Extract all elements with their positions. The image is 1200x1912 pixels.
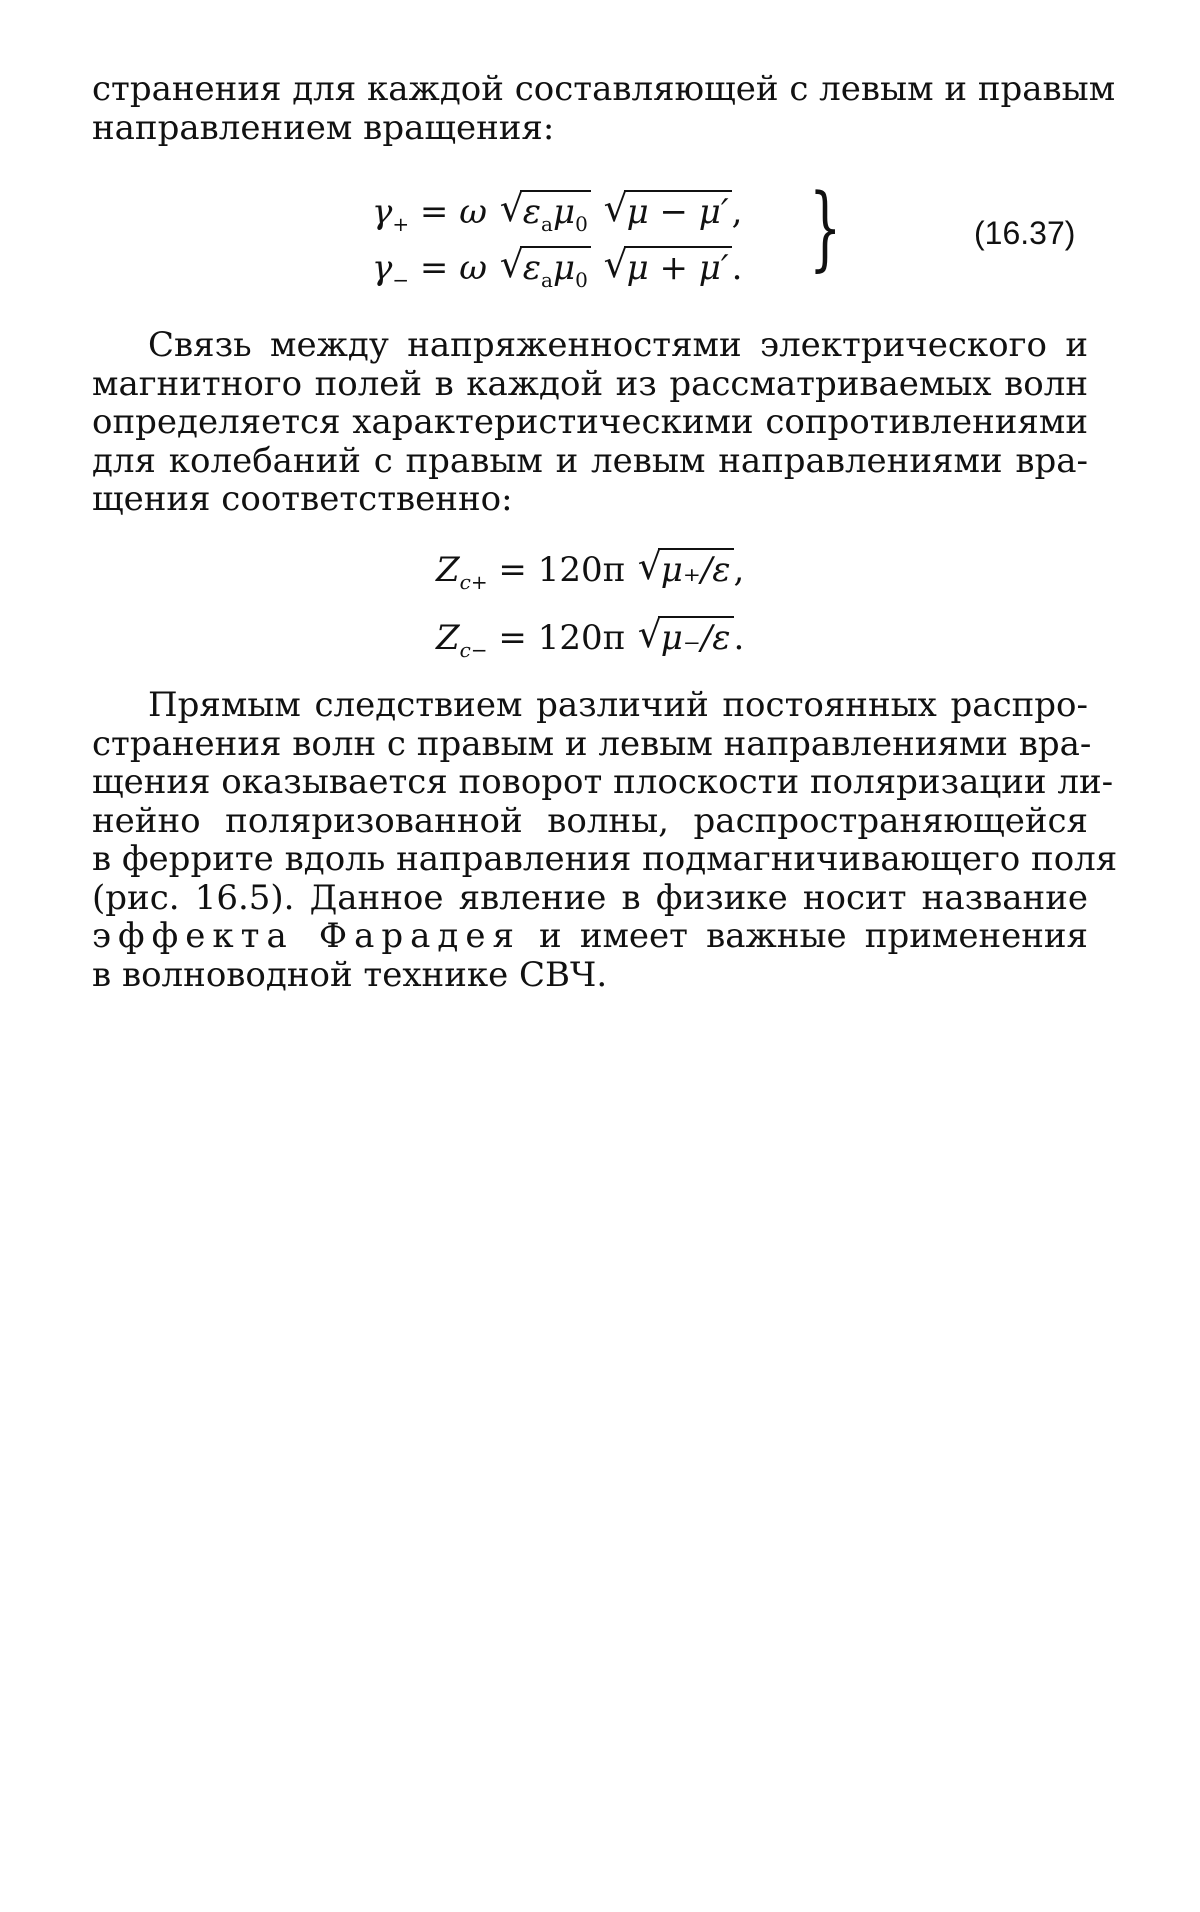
sqrt-mu-sum: √ μ + μ′ — [604, 246, 732, 288]
formula-z-minus: $Z_{c-} = 120\pi$ √ μ₋/ε. — [436, 612, 745, 662]
subscript: + — [392, 212, 410, 236]
text-line: в волноводной технике СВЧ. — [92, 954, 608, 995]
gamma-symbol: γ — [372, 248, 393, 288]
text-line: (рис. 16.5). Данное явление в физике носит название — [92, 877, 1088, 918]
z-symbol: Z — [436, 550, 460, 590]
paragraph-1 — [92, 69, 1116, 148]
text-line: для колебаний с правым и левым направлениями вра- — [92, 440, 1088, 481]
gamma-symbol: γ — [372, 192, 393, 232]
text-line: эффекта Фарадея и имеет важные применения — [92, 916, 1088, 956]
equals-sign: = — [419, 192, 449, 232]
z-symbol: Z — [436, 618, 460, 658]
paragraph-2 — [92, 326, 1088, 519]
radical-sign-icon: √ — [499, 186, 524, 230]
faraday-effect-term: эффекта Фарадея — [92, 916, 521, 956]
text-line: Связь между напряженностями электрического и — [148, 325, 1088, 365]
equals-sign: = — [419, 248, 449, 288]
sqrt-mu-diff: √ μ − μ′ — [604, 190, 732, 232]
formula-gamma-plus: $\gamma_+ = \omega$ √ $\varepsilon_a\mu_0$ √ μ − μ′, — [372, 186, 743, 236]
text-line: нейно поляризованной волны, распространяющейся — [92, 800, 1088, 841]
text-line: направлением вращения: — [92, 107, 555, 148]
text-line: магнитного полей в каждой из рассматриваемых волн — [92, 363, 1088, 404]
sqrt-mu-eps: √ μ₊/ε — [638, 548, 734, 590]
text-line: определяется характеристическими сопротивлениями — [92, 402, 1088, 442]
coefficient: 120π — [537, 550, 625, 590]
radical-sign-icon: √ — [603, 242, 628, 286]
radical-sign-icon: √ — [637, 544, 662, 588]
text-line: щения соответственно: — [92, 479, 513, 519]
formula-z-plus: $Z_{c+} = 120\pi$ √ μ₊/ε, — [436, 544, 745, 594]
sqrt-eps-mu: √ $\varepsilon_a\mu_0$ — [500, 246, 591, 292]
text-line: щения оказывается поворот плоскости поляризации ли- — [92, 762, 1114, 802]
right-brace: } — [809, 174, 842, 281]
omega-symbol: ω — [459, 248, 487, 288]
sqrt-mu-eps: √ μ₋/ε — [638, 616, 734, 658]
subscript: − — [392, 268, 410, 292]
equation-number: (16.37) — [974, 215, 1076, 251]
sqrt-eps-mu: √ $\varepsilon_a\mu_0$ — [500, 190, 591, 236]
text-line: Прямым следствием различий постоянных распро- — [148, 685, 1088, 725]
text-line: в феррите вдоль направления подмагничивающего поля — [92, 839, 1118, 879]
formula-gamma-minus: $\gamma_- = \omega$ √ $\varepsilon_a\mu_0$ √ μ + μ′. — [372, 242, 743, 292]
equals-sign: = — [498, 618, 527, 658]
equals-sign: = — [498, 550, 527, 590]
radical-sign-icon: √ — [637, 612, 662, 656]
omega-symbol: ω — [459, 192, 487, 232]
text-line: странения для каждой составляющей с левым и правым — [92, 69, 1116, 109]
radical-sign-icon: √ — [603, 186, 628, 230]
subscript: c+ — [459, 570, 488, 594]
paragraph-3 — [92, 685, 1118, 995]
subscript: c− — [459, 638, 488, 662]
radical-sign-icon: √ — [499, 242, 524, 286]
coefficient: 120π — [537, 618, 625, 658]
text-line: странения волн с правым и левым направлениями вра- — [92, 723, 1092, 764]
